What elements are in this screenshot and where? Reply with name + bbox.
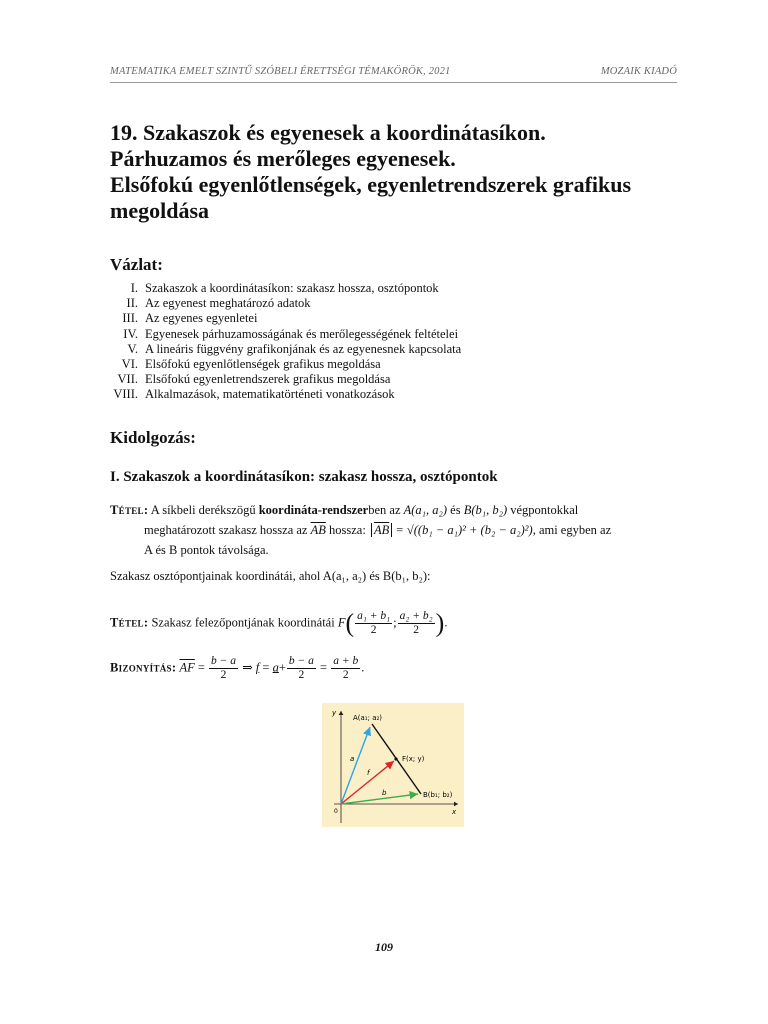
proof-label: Bizonyítás:: [110, 660, 177, 675]
vector-b-label: b: [382, 789, 387, 797]
segment-ab: $\overline{AB}$: [310, 523, 326, 537]
fraction: [331, 655, 360, 682]
midpoint-f-dot: [394, 757, 397, 760]
origin-label: 0: [334, 808, 338, 815]
outline-item: [108, 387, 461, 402]
running-header: [110, 66, 677, 77]
fraction: [209, 655, 238, 682]
title-line: 19. Szakaszok és egyenesek a koordinátasíkon.: [110, 120, 546, 145]
outline-heading: Vázlat:: [110, 255, 163, 274]
outline-number: III.: [122, 311, 138, 326]
point-b: B(b₁, b₂): [463, 503, 508, 517]
header-left: MATEMATIKA EMELT SZINTŰ SZÓBELI ÉRETTSÉGI TÉMAKÖRÖK, 2021: [110, 66, 451, 77]
numerator: b − a: [288, 655, 314, 667]
outline-text: Az egyenes egyenletei: [145, 311, 258, 326]
theorem-text: végpontokkal: [510, 503, 579, 517]
point-f: F: [337, 615, 346, 630]
numerator: b − a: [211, 655, 237, 667]
figure-svg: [322, 703, 464, 827]
theorem-label: Tétel:: [110, 503, 149, 517]
theorem-label: Tétel:: [110, 615, 149, 630]
outline-number: VIII.: [113, 387, 138, 402]
outline-item: [108, 342, 461, 357]
denominator: 2: [298, 669, 305, 681]
fraction: [398, 610, 435, 637]
x-axis-label: x: [452, 808, 457, 816]
page-title: [110, 120, 690, 224]
title-line: Elsőfokú egyenlőtlenségek, egyenletrendszerek grafikus: [110, 172, 632, 197]
theorem-text: meghatározott szakasz hossza az: [144, 523, 308, 537]
theorem-text: , ami egyben az: [532, 523, 612, 537]
outline-number: VII.: [117, 372, 138, 387]
fraction: [287, 655, 316, 682]
vector-f: f: [255, 660, 260, 675]
equals: =: [262, 660, 270, 675]
outline-text: Szakaszok a koordinátasíkon: szakasz hossza, osztópontok: [145, 281, 439, 295]
theorem-bold-term: koordináta-rendszer: [258, 503, 369, 517]
denominator: 2: [342, 669, 349, 681]
numerator: a₂ + b₂: [399, 610, 433, 622]
numerator: a + b: [333, 655, 359, 667]
paren: (: [345, 608, 355, 638]
theorem-text: és: [450, 503, 461, 517]
distance-formula: = √((b₁ − a₁)² + (b₂ − a₂)²): [395, 523, 533, 537]
outline-item: [108, 357, 461, 372]
segment-ab: $\overline{AB}$: [373, 523, 390, 537]
outline-item: [108, 327, 461, 342]
outline-text: Elsőfokú egyenlőtlenségek grafikus megoldása: [145, 357, 381, 372]
section-title: I. Szakaszok a koordinátasíkon: szakasz hossza, osztópontok: [110, 469, 498, 485]
outline-text: Egyenesek párhuzamosságának és merőlegességének feltételei: [145, 326, 459, 341]
equals: =: [197, 660, 205, 675]
theorem-text: hossza:: [329, 523, 366, 537]
outline-item: [108, 311, 461, 326]
fraction: [355, 610, 392, 637]
outline-item: [108, 296, 461, 311]
vector-a-label: a: [350, 755, 355, 763]
period: .: [444, 615, 448, 630]
division-points-line: Szakasz osztópontjainak koordinátái, ahol A(a₁, a₂) és B(b₁, b₂):: [110, 569, 431, 583]
outline-text: Elsőfokú egyenletrendszerek grafikus megoldása: [145, 372, 391, 387]
numerator: a₁ + b₁: [357, 610, 391, 622]
abs-ab: [371, 523, 392, 537]
theorem-distance: [110, 500, 680, 560]
vector-af: $\overline{AF}$: [179, 660, 195, 675]
implies: ⇒: [242, 660, 253, 675]
equals: =: [320, 660, 328, 675]
outline-number: VI.: [121, 357, 138, 372]
title-line: Párhuzamos és merőleges egyenesek.: [110, 146, 456, 171]
outline-number: IV.: [123, 326, 138, 341]
paren: ): [435, 608, 445, 638]
y-axis-label: y: [332, 709, 337, 717]
denominator: 2: [413, 624, 420, 636]
separator: ;: [393, 615, 397, 630]
outline-text: A lineáris függvény grafikonjának és az egyenesnek kapcsolata: [145, 341, 462, 356]
vector-a: a: [272, 660, 279, 675]
header-right: MOZAIK KIADÓ: [600, 66, 677, 77]
period: .: [361, 660, 365, 675]
outline-number: II.: [126, 296, 138, 311]
proof: [110, 655, 364, 682]
title-line: megoldása: [110, 198, 209, 223]
point-a: A(a₁, a₂): [403, 503, 448, 517]
point-f-label: F(x; y): [402, 755, 425, 763]
plus: +: [278, 660, 286, 675]
point-a-label: A(a₁; a₂): [353, 714, 383, 722]
outline-item: [108, 372, 461, 387]
denominator: 2: [220, 669, 227, 681]
theorem-text: A síkbeli derékszögű: [150, 503, 256, 517]
outline-item: [108, 281, 461, 296]
section-heading-kidolgozas: Kidolgozás:: [110, 428, 196, 447]
point-b-label: B(b₁; b₂): [423, 791, 453, 799]
outline-number: V.: [127, 341, 138, 356]
outline-text: Alkalmazások, matematikatörténeti vonatkozások: [145, 387, 395, 402]
outline-list: [108, 281, 461, 403]
theorem-text: Szakasz felezőpontjának koordinátái: [151, 615, 335, 630]
page-number: 109: [375, 940, 393, 954]
vector-f-label: f: [367, 769, 370, 777]
theorem-midpoint: [110, 610, 447, 637]
denominator: 2: [370, 624, 377, 636]
outline-number: I.: [130, 281, 138, 295]
outline-text: Az egyenest meghatározó adatok: [145, 296, 311, 311]
vector-figure: [322, 703, 464, 827]
theorem-text: ben az: [368, 503, 401, 517]
header-divider: [110, 82, 677, 83]
theorem-text: A és B pontok távolsága.: [144, 543, 269, 557]
